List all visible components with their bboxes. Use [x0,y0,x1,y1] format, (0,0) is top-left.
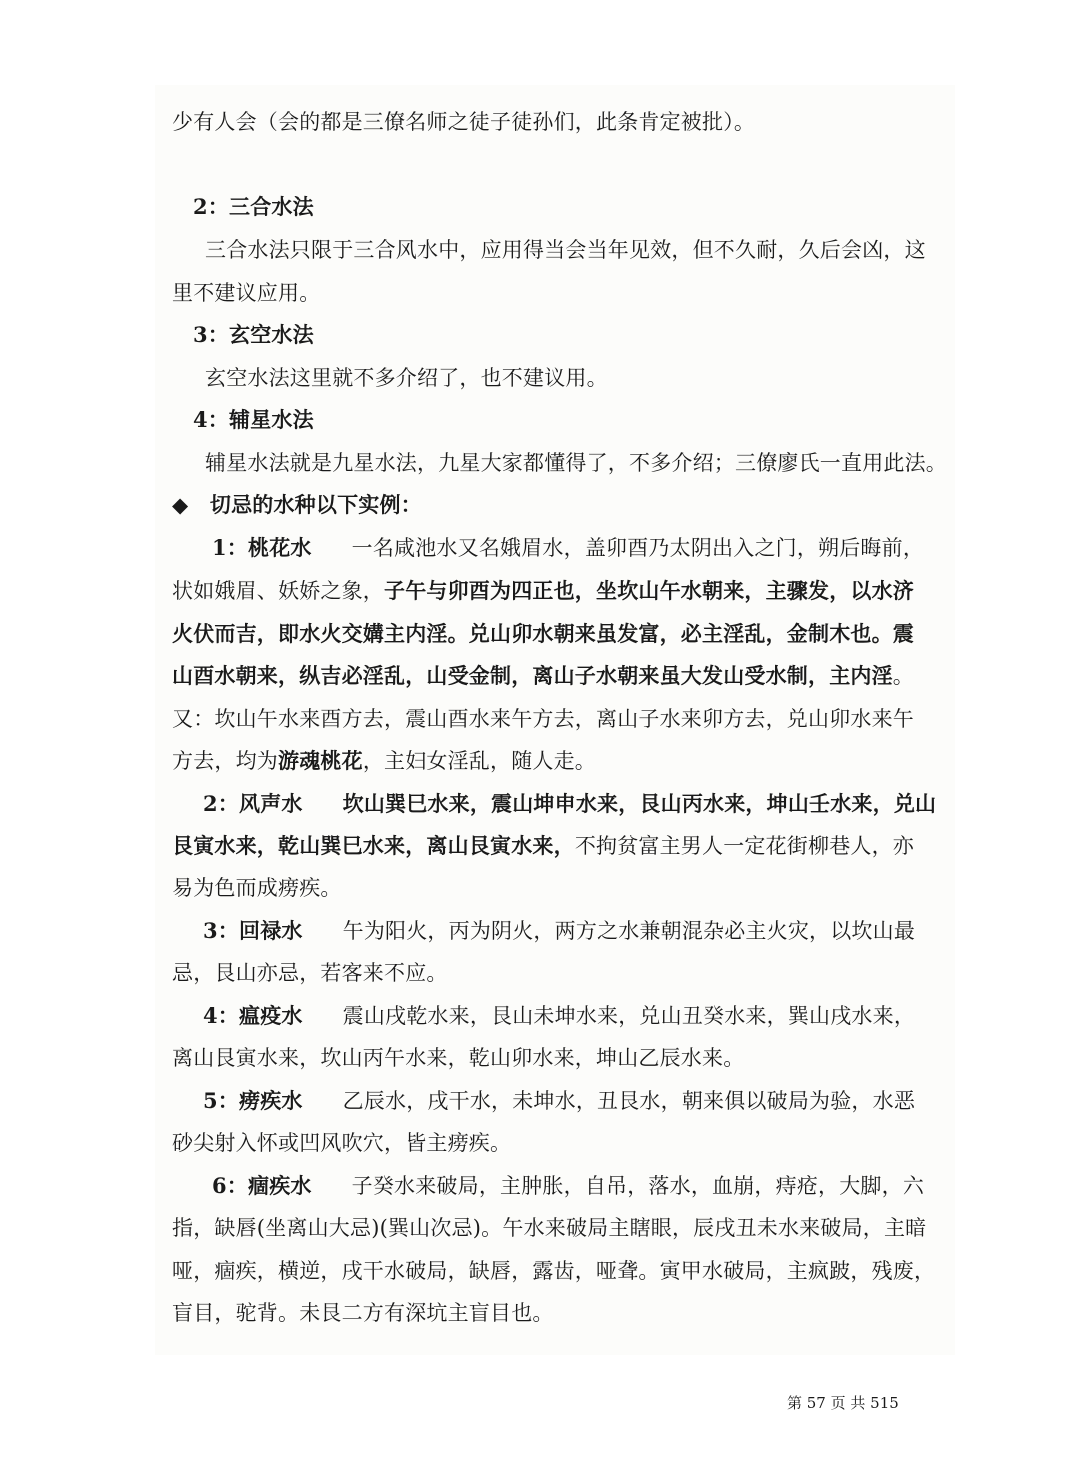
entry-taohua [212,533,924,563]
page-number: 第 57 页 共 515 [787,1394,899,1412]
entry-wenyi [203,1001,915,1031]
text-line: 哑，痼疾，横逆，戌干水破局，缺唇，露齿，哑聋。寅甲水破局，主疯跛，残废， [172,1259,936,1283]
text-line: 又：坎山午水来酉方去，震山酉水来午方去，离山子水来卯方去，兑山卯水来午 [172,707,914,731]
text-span: 状如娥眉、妖娇之象， [172,579,384,603]
entry-title: 4：瘟疫水 [203,1003,303,1028]
text-line: 砂尖射入怀或凹风吹穴，皆主痨疾。 [172,1131,512,1155]
text-line: 里不建议应用。 [172,281,321,305]
entry-text: 一名咸池水又名娥眉水，盖卯酉乃太阴出入之门，朔后晦前， [351,536,925,560]
text-line: 盲目，驼背。未艮二方有深坑主盲目也。 [172,1301,554,1325]
entry-fengsheng [203,789,936,819]
text-span: 不拘贫富主男人一定花街柳巷人，亦 [574,834,915,858]
bold-span: 子午与卯酉为四正也，坐坎山午水朝来，主骤发，以水济 [384,578,914,603]
text-line: 三合水法只限于三合风水中，应用得当会当年见效，但不久耐，久后会凶，这 [205,238,926,262]
heading-sanhe: 2：三合水法 [193,194,314,219]
bold-span: 山酉水朝来，纵吉必淫乱，山受金制，离山子水朝来虽大发山受水制，主内淫 [172,663,893,688]
heading-fuxing: 4：辅星水法 [193,407,314,432]
text-line: 玄空水法这里就不多介绍了，也不建议用。 [205,366,608,390]
heading-xuankong: 3：玄空水法 [193,322,314,347]
text-line: 离山艮寅水来，坎山丙午水来，乾山卯水来，坤山乙辰水来。 [172,1046,745,1070]
entry-title: 3：回禄水 [203,918,303,943]
diamond-bullet-icon: ◆ [172,492,189,517]
bold-span: 艮寅水来，乾山巽巳水来，离山艮寅水来， [172,833,575,858]
section-title: 切忌的水种以下实例： [209,492,422,517]
text-line [172,576,914,606]
entry-laoji [203,1086,915,1116]
entry-title: 2：风声水 [203,791,303,816]
entry-title: 5：痨疾水 [203,1088,303,1113]
text-line [172,661,914,691]
entry-text: 坎山巽巳水来，震山坤申水来，艮山丙水来，坤山壬水来，兑山 [342,791,937,816]
entry-text: 午为阳火，丙为阴火，两方之水兼朝混杂必主火灾，以坎山最 [342,919,916,943]
entry-huilu [203,916,915,946]
text-line: 辅星水法就是九星水法，九星大家都懂得了，不多介绍；三僚廖氏一直用此法。 [205,451,947,475]
text-line [172,831,914,861]
text-line: 指，缺唇(坐离山大忌)(巽山次忌)。午水来破局主瞎眼，辰戌丑未水来破局，主暗 [172,1216,927,1240]
text-line [172,746,596,776]
entry-guji [212,1171,924,1201]
text-line: 火伏而吉，即水火交媾主内淫。兑山卯水朝来虽发富，必主淫乱，金制木也。震 [172,621,914,646]
section-heading [172,490,422,520]
text-span: ，主妇女淫乱，随人走。 [362,749,597,773]
text-span: 。 [892,664,914,688]
entry-title: 6：痼疾水 [212,1173,312,1198]
entry-text: 子癸水来破局，主肿胀，自吊，落水，血崩，痔疮，大脚，六 [351,1174,925,1198]
bold-span: 游魂桃花 [278,748,363,773]
entry-title: 1：桃花水 [212,535,312,560]
text-span: 方去，均为 [172,749,278,773]
text-line: 少有人会（会的都是三僚名师之徒子徒孙们，此条肯定被批）。 [172,110,756,134]
entry-text: 震山戌乾水来，艮山未坤水来，兑山丑癸水来，巽山戌水来， [342,1004,916,1028]
text-line: 忌，艮山亦忌，若客来不应。 [172,961,448,985]
entry-text: 乙辰水，戌干水，未坤水，丑艮水，朝来俱以破局为验，水恶 [342,1089,916,1113]
text-line: 易为色而成痨疾。 [172,876,342,900]
